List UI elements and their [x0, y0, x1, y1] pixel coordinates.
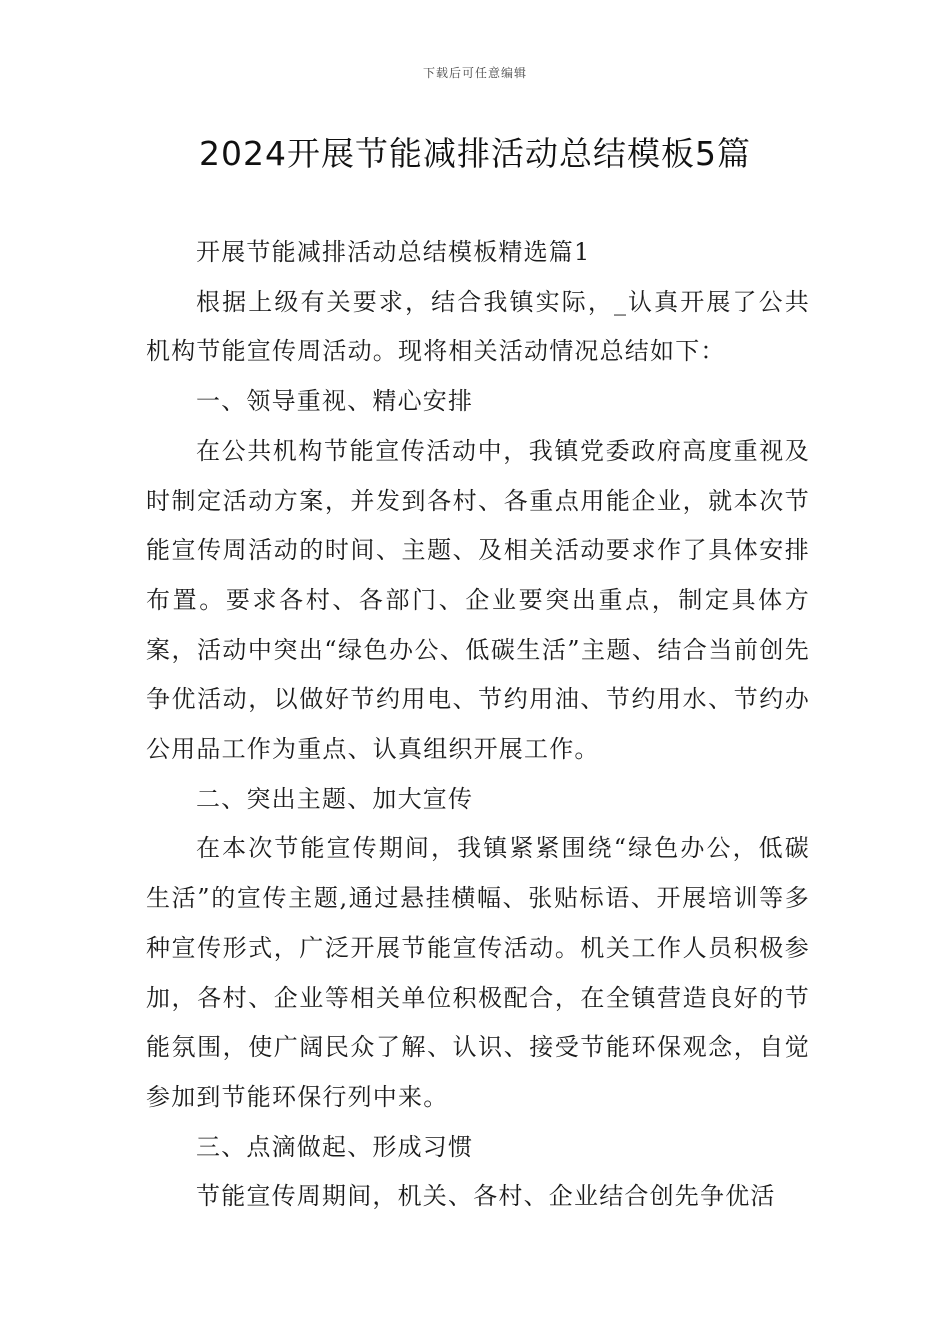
document-body: [146, 228, 810, 1222]
section-heading-3: 三、点滴做起、形成习惯: [196, 1132, 474, 1161]
section-heading-2: 二、突出主题、加大宣传: [196, 784, 474, 813]
section-subtitle: 开展节能减排活动总结模板精选篇1: [196, 238, 591, 266]
body-paragraph-2: 在本次节能宣传期间，我镇紧紧围绕“绿色办公，低碳生活”的宣传主题,通过悬挂横幅、张贴标语、开展培训等多种宣传形式，广泛开展节能宣传活动。机关工作人员积极参加，各村、企业等相关单位积极配合，在全镇营造良好的节能氛围，使广阔民众了解、认识、接受节能环保观念，自觉参加到节能环保行列中来。: [146, 834, 810, 1111]
document-title: 2024开展节能减排活动总结模板5篇: [199, 134, 751, 173]
intro-paragraph: 根据上级有关要求，结合我镇实际，_认真开展了公共机构节能宣传周活动。现将相关活动情况总结如下：: [146, 287, 810, 366]
body-paragraph-1: 在公共机构节能宣传活动中，我镇党委政府高度重视及时制定活动方案，并发到各村、各重点用能企业，就本次节能宣传周活动的时间、主题、及相关活动要求作了具体安排布置。要求各村、各部门、企业要突出重点，制定具体方案，活动中突出“绿色办公、低碳生活”主题、结合当前创先争优活动，以做好节约用电、节约用油、节约用水、节约办公用品工作为重点、认真组织开展工作。: [146, 436, 810, 764]
section-heading-1: 一、领导重视、精心安排: [196, 387, 474, 416]
header-note: 下载后可任意编辑: [422, 66, 527, 80]
body-paragraph-3: 节能宣传周期间，机关、各村、企业结合创先争优活: [196, 1182, 776, 1211]
